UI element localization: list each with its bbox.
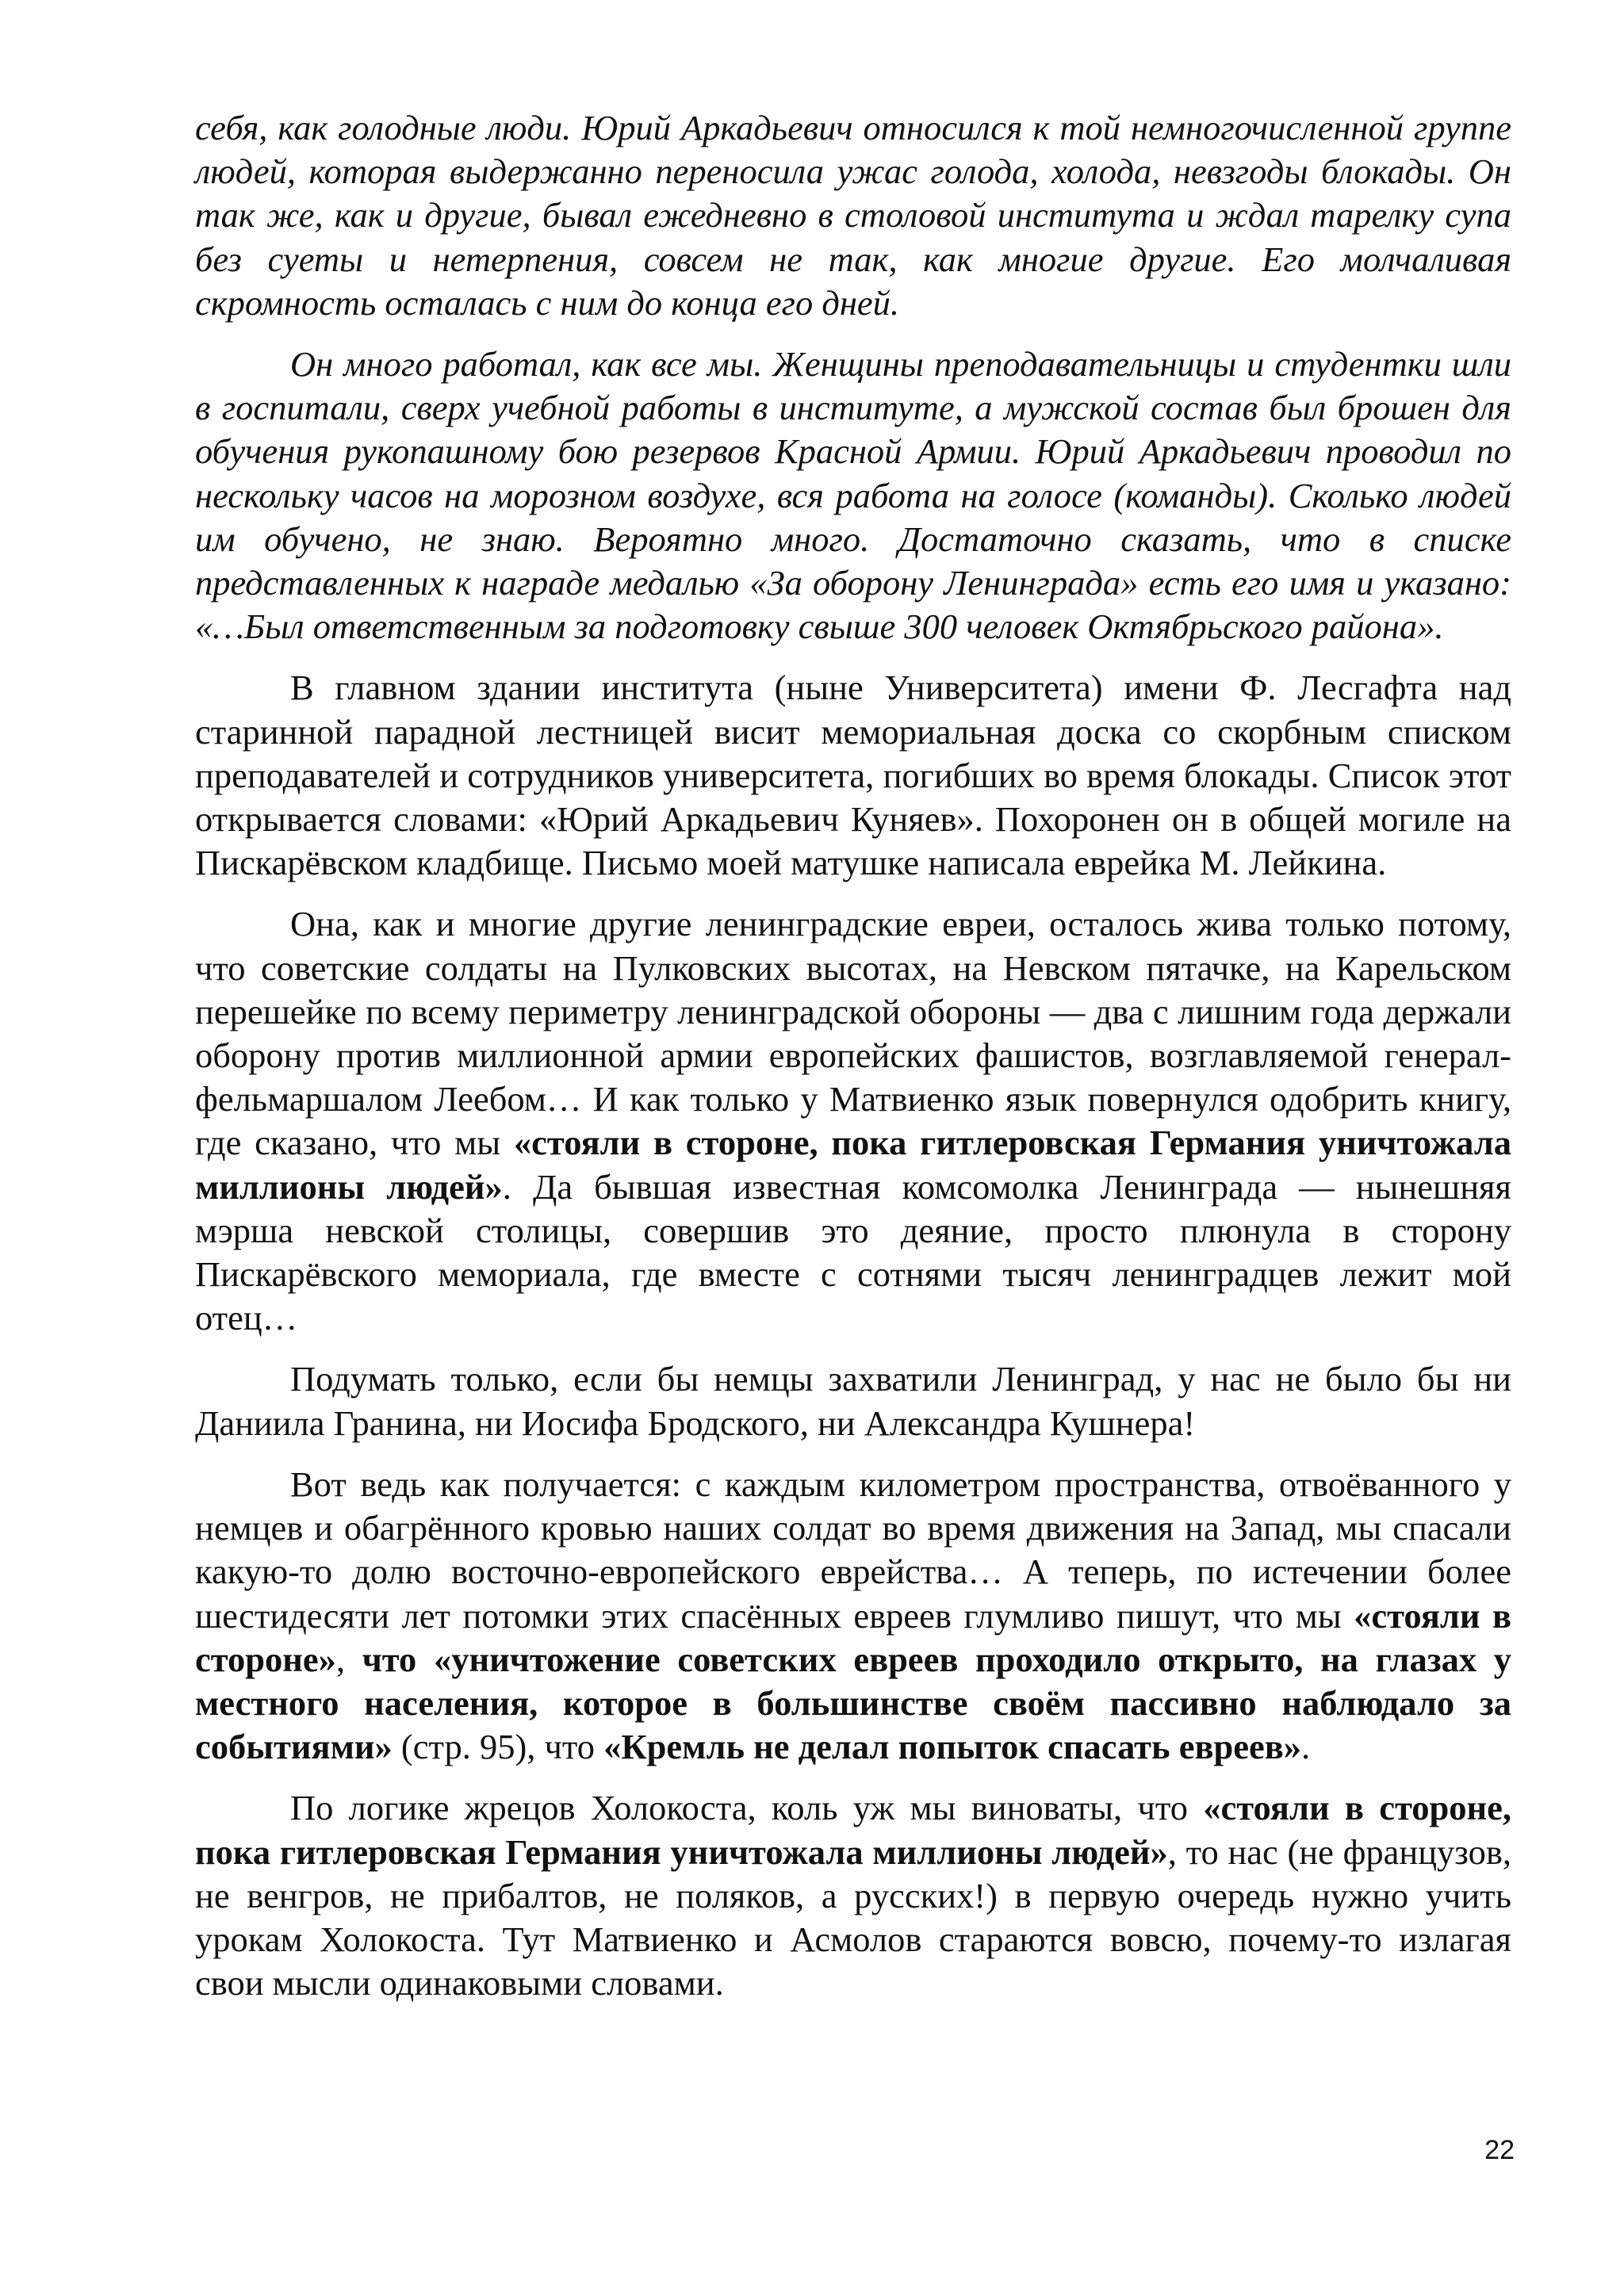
text-run: Он много работал, как все мы. Женщины преподавательницы и студентки шли в госпитали, сверх учебной работы в институте, а мужской состав был брошен для обучения рукопашному бою резервов Красной Армии. Юрий Аркадьевич проводил по нескольку часов на морозном воздухе, вся работа на голосе (команды). Сколько людей им обучено, не знаю. Вероятно много. Достаточно сказать, что в списке представленных к награде медалью «За оборону Ленинграда» есть его имя и указано: «…Был ответственным за подготовку свыше 300 человек Октябрьского района». — [195, 344, 1511, 647]
text-run: Вот ведь как получается: с каждым километром пространства, отвоёванного у немцев и обагрённого кровью наших солдат во время движения на Запад, мы спасали какую-то долю восточно-европейского еврейства… А теперь, по истечении более шестидесяти лет потомки этих спасённых евреев глумливо пишут, что мы — [195, 1464, 1511, 1636]
paragraph-p2 — [195, 342, 1511, 649]
text-run: себя, как голодные люди. Юрий Аркадьевич относился к той немногочисленной группе людей, которая выдержанно переносила ужас голода, холода, невзгоды блокады. Он так же, как и другие, бывал ежедневно в столовой института и ждал тарелку супа без суеты и нетерпения, совсем не так, как многие другие. Его молчаливая скромность осталась с ним до конца его дней. — [195, 108, 1511, 323]
bold-quote: «стояли в стороне, пока гитлеровская Германия уничтожала миллионы людей» — [195, 1788, 1512, 1872]
paragraph-p7 — [195, 1786, 1511, 2005]
paragraph-p1 — [195, 106, 1511, 325]
paragraph-p5 — [195, 1357, 1511, 1445]
paragraph-p3 — [195, 666, 1511, 885]
body-text — [195, 106, 1511, 2022]
bold-quote: что «уничтожение советских евреев проходило открыто, на глазах у местного населения, которое в большинстве своём пассивно наблюдало за событиями» — [195, 1639, 1512, 1767]
text-run: . — [1301, 1727, 1311, 1767]
text-run: (стр. 95), что — [392, 1727, 604, 1767]
text-run: , — [335, 1639, 362, 1679]
text-run: По логике жрецов Холокоста, коль уж мы виноваты, что — [290, 1788, 1204, 1828]
bold-quote: «Кремль не делал попыток спасать евреев» — [603, 1727, 1302, 1767]
text-run: В главном здании института (ныне Университета) имени Ф. Лесгафта над старинной парадной лестницей висит мемориальная доска со скорбным списком преподавателей и сотрудников университета, погибших во время блокады. Список этот открывается словами: «Юрий Аркадьевич Куняев». Похоронен он в общей могиле на Пискарёвском кладбище. Письмо моей матушке написала еврейка М. Лейкина. — [195, 668, 1511, 883]
text-run: , то нас (не французов, не венгров, не прибалтов, не поляков, а русских!) в первую очередь нужно учить урокам Холокоста. Тут Матвиенко и Асмолов стараются вовсю, почему-то излагая свои мысли одинаковыми словами. — [195, 1831, 1511, 2003]
paragraph-p4 — [195, 902, 1511, 1340]
text-run: Она, как и многие другие ленинградские евреи, осталось жива только потому, что советские солдаты на Пулковских высотах, на Невском пятачке, на Карельском перешейке по всему периметру ленинградской обороны — два с лишним года держали оборону против миллионной армии европейских фашистов, возглавляемой генерал-фельмаршалом Леебом… И как только у Матвиенко язык повернулся одобрить книгу, где сказано, что мы — [195, 904, 1511, 1163]
page-number: 22 — [1484, 2135, 1515, 2165]
bold-quote: «стояли в стороне, пока гитлеровская Германия уничтожала миллионы людей» — [195, 1123, 1511, 1207]
bold-quote: «стояли в стороне» — [195, 1595, 1512, 1679]
text-run: . Да бывшая известная комсомолка Ленинграда — нынешняя мэрша невской столицы, совершив это деяние, просто плюнула в сторону Пискарёвского мемориала, где вместе с сотнями тысяч ленинградцев лежит мой отец… — [195, 1166, 1511, 1338]
text-run: Подумать только, если бы немцы захватили Ленинград, у нас не было бы ни Даниила Гранина, ни Иосифа Бродского, ни Александра Кушнера! — [195, 1359, 1511, 1443]
paragraph-p6 — [195, 1463, 1511, 1769]
